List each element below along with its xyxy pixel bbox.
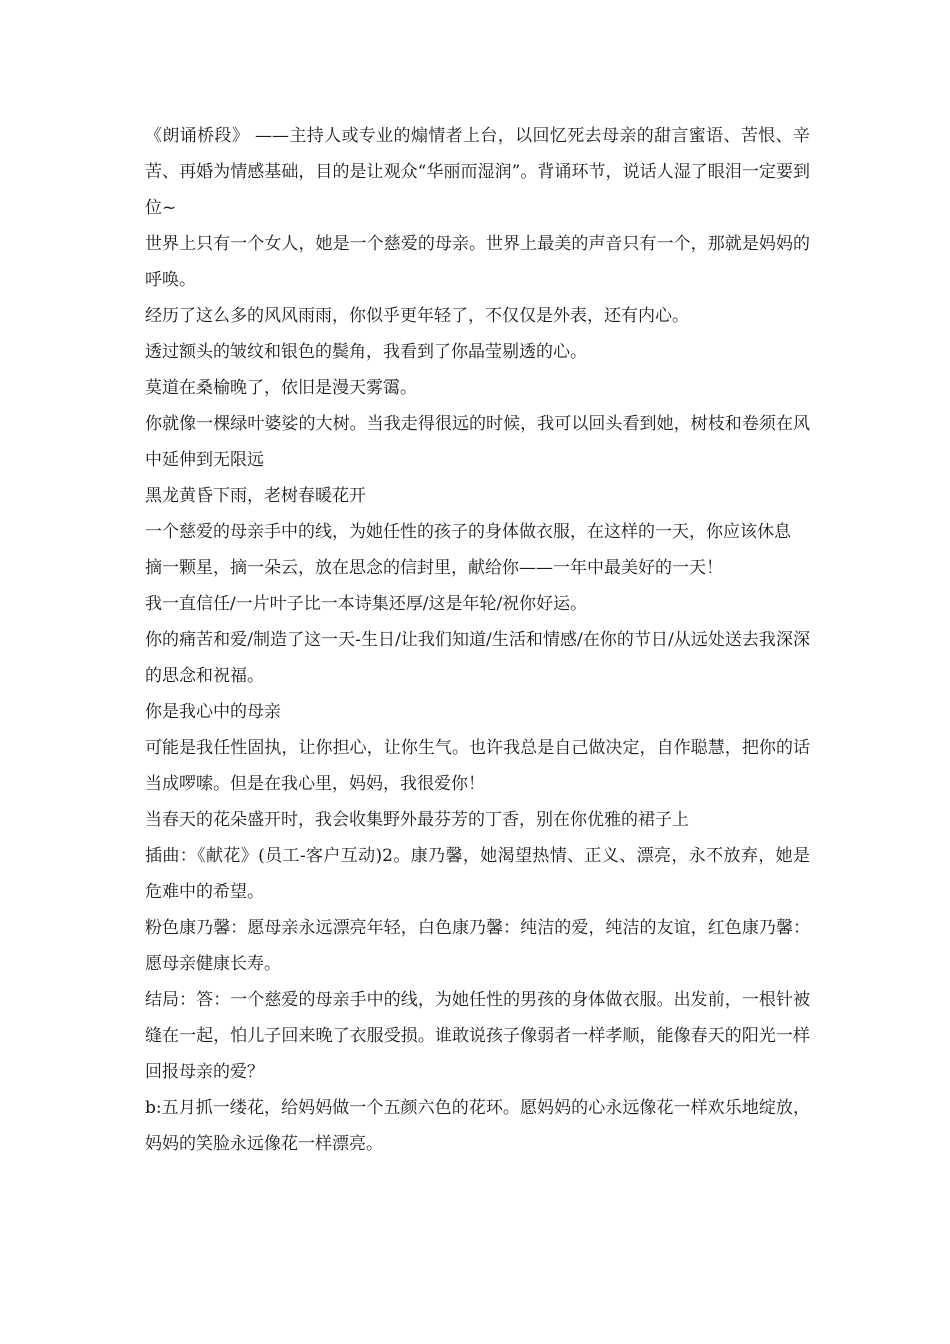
paragraph-3: 经历了这么多的风风雨雨，你似乎更年轻了，不仅仅是外表，还有内心。 <box>145 306 689 326</box>
paragraph-16: 粉色康乃馨：愿母亲永远漂亮年轻，白色康乃馨：纯洁的爱，纯洁的友谊，红色康乃馨：愿母亲健康长寿。 <box>145 918 810 974</box>
paragraph-4: 透过额头的皱纹和银色的鬓角，我看到了你晶莹剔透的心。 <box>145 342 587 362</box>
paragraph-12: 你是我心中的母亲 <box>145 702 281 722</box>
paragraph-17: 结局：答：一个慈爱的母亲手中的线，为她任性的男孩的身体做衣服。出发前，一根针被缝在一起，怕儿子回来晚了衣服受损。谁敢说孩子像弱者一样孝顺，能像春天的阳光一样回报母亲的爱？ <box>145 990 810 1082</box>
paragraph-18: b:五月抓一缕花，给妈妈做一个五颜六色的花环。愿妈妈的心永远像花一样欢乐地绽放，妈妈的笑脸永远像花一样漂亮。 <box>145 1098 810 1154</box>
paragraph-7: 黑龙黄昏下雨，老树春暖花开 <box>145 486 366 506</box>
paragraph-15: 插曲：《献花》(员工-客户互动)2。康乃馨，她渴望热情、正义、漂亮，永不放弃，她是危难中的希望。 <box>145 846 810 902</box>
paragraph-2: 世界上只有一个女人，她是一个慈爱的母亲。世界上最美的声音只有一个，那就是妈妈的呼唤。 <box>145 234 810 290</box>
paragraph-14: 当春天的花朵盛开时，我会收集野外最芬芳的丁香，别在你优雅的裙子上 <box>145 810 689 830</box>
document-body <box>145 118 810 1162</box>
paragraph-11: 你的痛苦和爱/制造了这一天-生日/让我们知道/生活和情感/在你的节日/从远处送去我深深的思念和祝福。 <box>145 630 810 686</box>
paragraph-13: 可能是我任性固执，让你担心，让你生气。也许我总是自己做决定，自作聪慧，把你的话当成啰嗦。但是在我心里，妈妈，我很爱你！ <box>145 738 810 794</box>
paragraph-9: 摘一颗星，摘一朵云，放在思念的信封里，献给你——一年中最美好的一天！ <box>145 558 723 578</box>
paragraph-8: 一个慈爱的母亲手中的线，为她任性的孩子的身体做衣服，在这样的一天，你应该休息 <box>145 522 791 542</box>
paragraph-1: 《朗诵桥段》 ——主持人或专业的煽情者上台，以回忆死去母亲的甜言蜜语、苦恨、辛苦、再婚为情感基础，目的是让观众“华丽而湿润”。背诵环节，说话人湿了眼泪一定要到位~ <box>145 126 810 218</box>
paragraph-5: 莫道在桑榆晚了，依旧是漫天雾霭。 <box>145 378 417 398</box>
paragraph-10: 我一直信任/一片叶子比一本诗集还厚/这是年轮/祝你好运。 <box>145 594 588 614</box>
paragraph-6: 你就像一棵绿叶婆娑的大树。当我走得很远的时候，我可以回头看到她，树枝和卷须在风中延伸到无限远 <box>145 414 810 470</box>
